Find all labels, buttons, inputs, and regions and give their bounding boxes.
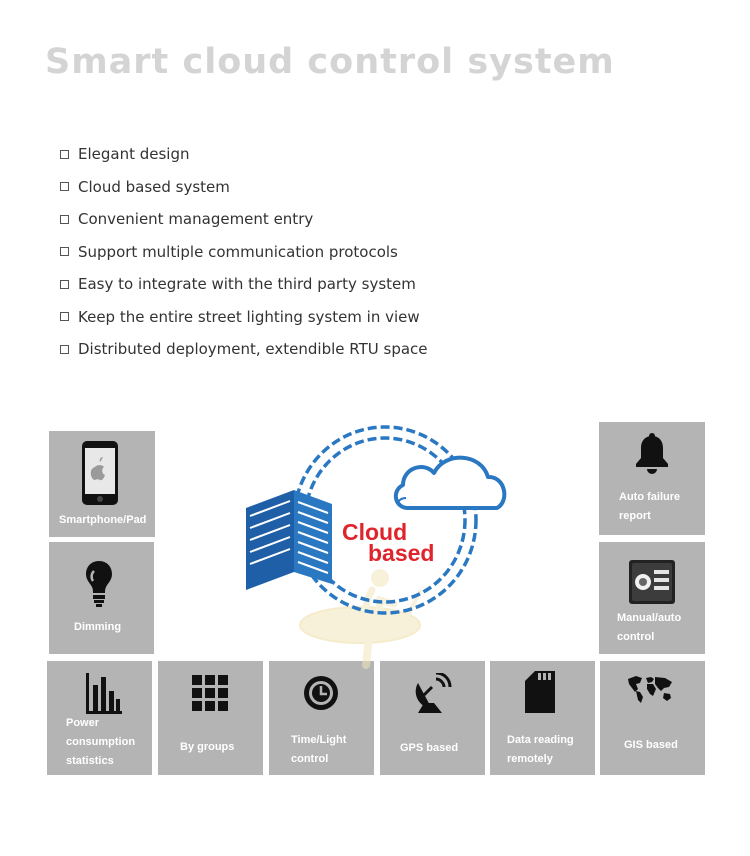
feature-label: Easy to integrate with the third party system	[78, 275, 416, 294]
satellite-dish-icon	[410, 673, 454, 715]
cloud-system-illustration	[230, 420, 550, 670]
feature-item	[60, 268, 428, 301]
tile-label: Smartphone/Pad	[59, 514, 147, 526]
feature-item	[60, 171, 428, 204]
feature-label: Keep the entire street lighting system in view	[78, 307, 420, 326]
tile-label: Data reading remotely	[507, 734, 574, 765]
sd-card-icon	[525, 671, 555, 713]
tile-dimming	[49, 542, 154, 654]
feature-item	[60, 203, 428, 236]
tile-label: By groups	[180, 741, 235, 753]
feature-item	[60, 236, 428, 269]
control-panel-icon	[629, 560, 675, 604]
tile-auto-failure	[599, 422, 705, 535]
feature-label: Convenient management entry	[78, 210, 314, 229]
tile-gps	[380, 661, 485, 775]
smartphone-icon	[81, 440, 119, 506]
feature-list	[60, 138, 428, 366]
feature-label: Distributed deployment, extendible RTU space	[78, 340, 428, 359]
clock-icon	[303, 675, 339, 711]
checkbox-icon	[60, 182, 69, 191]
checkbox-icon	[60, 345, 69, 354]
checkbox-icon	[60, 247, 69, 256]
tile-label: Manual/auto control	[617, 612, 682, 643]
cloud-icon	[396, 458, 505, 508]
bell-icon	[634, 433, 670, 475]
feature-label: Elegant design	[78, 145, 190, 164]
checkbox-icon	[60, 150, 69, 159]
grid-icon	[192, 675, 228, 711]
tile-label: GIS based	[624, 739, 678, 751]
feature-item	[60, 333, 428, 366]
person-at-desk-icon	[300, 569, 421, 665]
tile-manual-auto	[599, 542, 705, 654]
bar-chart-icon	[83, 673, 123, 715]
checkbox-icon	[60, 215, 69, 224]
tile-label: GPS based	[400, 742, 459, 754]
tile-gis	[600, 661, 705, 775]
page-title: Smart cloud control system	[45, 42, 615, 82]
tile-label: Power consumption statistics	[66, 717, 136, 767]
lightbulb-icon	[84, 560, 114, 608]
tile-by-groups	[158, 661, 263, 775]
feature-item	[60, 301, 428, 334]
tile-power-consumption	[47, 661, 152, 775]
checkbox-icon	[60, 280, 69, 289]
feature-label: Support multiple communication protocols	[78, 242, 398, 261]
tile-smartphone	[49, 431, 155, 537]
checkbox-icon	[60, 312, 69, 321]
tile-label: Dimming	[74, 621, 122, 633]
tile-label: Auto failure report	[619, 491, 681, 522]
world-map-icon	[626, 675, 674, 703]
tile-time-light	[269, 661, 374, 775]
based-label: based	[368, 540, 435, 566]
tile-label: Time/Light control	[291, 734, 347, 765]
feature-label: Cloud based system	[78, 177, 230, 196]
cloud-label: Cloud	[342, 519, 408, 545]
feature-item	[60, 138, 428, 171]
tile-data-reading	[490, 661, 595, 775]
server-building-icon	[246, 490, 332, 590]
